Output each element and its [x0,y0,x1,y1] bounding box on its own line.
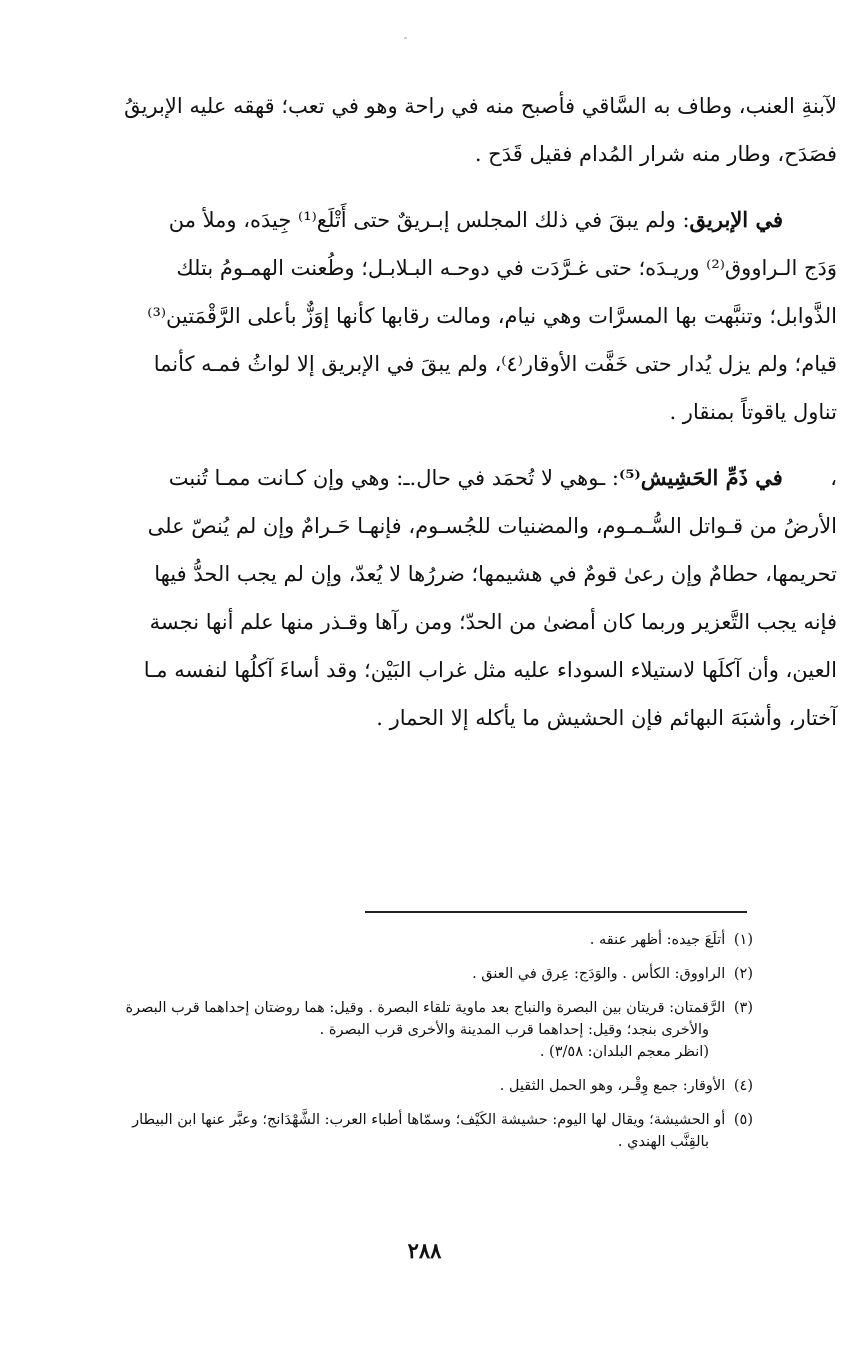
text-line: آختار، وأشبَهَ البهائم فإن الحشيش ما يأكله إلا الحمار . [376,706,837,730]
footnote-number: (٢) [733,966,753,982]
footnote-text: الأوقار: جمع وِقْـر، وهو الحمل الثقيل . [499,1078,726,1094]
footnote-2 [1,963,753,985]
text-line: العين، وأن آكلَها لاستيلاء السوداء عليه مثل غراب البَيْن؛ وقد أساءَ آكلُها لنفسه مـا [143,658,837,682]
text-line: الأرضُ من قـواتل السُّـمـوم، والمضنيات للجُسـوم، فإنهـا حَـرامٌ وإن لم يُنصّ على [147,514,837,538]
footnote-5 [1,1109,753,1153]
footnote-reference: (انظر معجم البلدان: ٣/٥٨) . [539,1044,709,1060]
footnote-text: الرَّقمتان: قريتان بين البصرة والنباج بعد ماوية تلقاء البصرة . وقيل: هما روضتان إحداهما قرب البصرة [125,1000,726,1016]
footnote-continuation: بالقِنَّب الهندي . [617,1134,709,1150]
footnote-number: (١) [733,932,753,948]
section-heading-hashish: في ذَمِّ الحَشِيش⁽⁵⁾ [618,465,783,490]
footnote-text: الراووق: الكأس . والوَدَج: عِرق في العنق . [472,966,726,982]
footnote-1 [1,929,753,951]
paragraph-ewer [5,196,837,436]
paragraph-wine [5,82,837,178]
main-text [5,82,837,760]
text-line: وَدَج الـراووق⁽²⁾ وريـدَه؛ حتى غـرَّدَت في دوحـه البـلابـل؛ وطُعنت الهمـومُ بتلك [176,256,837,280]
text-line: الذَّوابل؛ وتنبَّهت بها المسرَّات وهي نيام، ومالت رقابها كأنها إوَزٌّ بأعلى الرَّقْمَتين⁽³⁾ [147,304,837,328]
scan-speck [404,37,407,39]
footnote-4 [1,1075,753,1097]
text-line: فإنه يجب التَّعزير وربما كان أمضىٰ من الحدّ؛ ومن رآها وقـذر منها علم أنها نجسة [149,610,837,634]
text-line: : ـوهي لا تُحمَد في حال.ـ: وهي وإن كـانت ممـا تُنبت [168,466,619,490]
footnote-number: (٤) [733,1078,753,1094]
footnote-text: أو الحشيشة؛ ويقال لها اليوم: حشيشة الكَيْف؛ وسمّاها أطباء العرب: الشَّهْدَانج؛ وعبَّر عنها ابن البيطار [132,1112,726,1128]
text-line: قيام؛ ولم يزل يُدار حتى خَفَّت الأوقار⁽٤⁾، ولم يبقَ في الإبريق إلا لواثُ فمـه كأنما [153,352,837,376]
text-line: لآبنةِ العنب، وطاف به السَّاقي فأصبح منه في راحة وهو في تعب؛ قهقه عليه الإبريقُ [124,94,837,118]
footnote-number: (٣) [733,1000,753,1016]
text-line: : ولم يبقَ في ذلك المجلس إبـريقٌ حتى أَتْلَع⁽¹⁾ جِيدَه، وملأ من [168,208,690,232]
stray-mark: ، [830,466,837,490]
text-line: فصَدَح، وطار منه شرار المُدام فقيل قَدَح . [474,142,837,166]
footnote-separator [365,911,747,913]
footnote-text: أتلَعَ جيده: أظهر عنقه . [589,932,726,948]
paragraph-hashish [5,454,837,742]
footnote-number: (٥) [733,1112,753,1128]
text-line: تناول ياقوتاً بمنقار . [669,400,837,424]
footnote-3 [1,997,753,1063]
footnotes [1,929,753,1165]
section-heading-ewer: في الإبريق [689,207,783,232]
text-line: تحريمها، حطامٌ وإن رعىٰ قومٌ في هشيمها؛ ضررُها لا يُعدّ، وإن لم يجب الحدُّ فيها [154,562,837,586]
page-number: ٢٨٨ [407,1238,442,1263]
footnote-continuation: والأخرى بنجد؛ وقيل: إحداهما قرب المدينة والأخرى قرب البصرة . [319,1022,709,1038]
